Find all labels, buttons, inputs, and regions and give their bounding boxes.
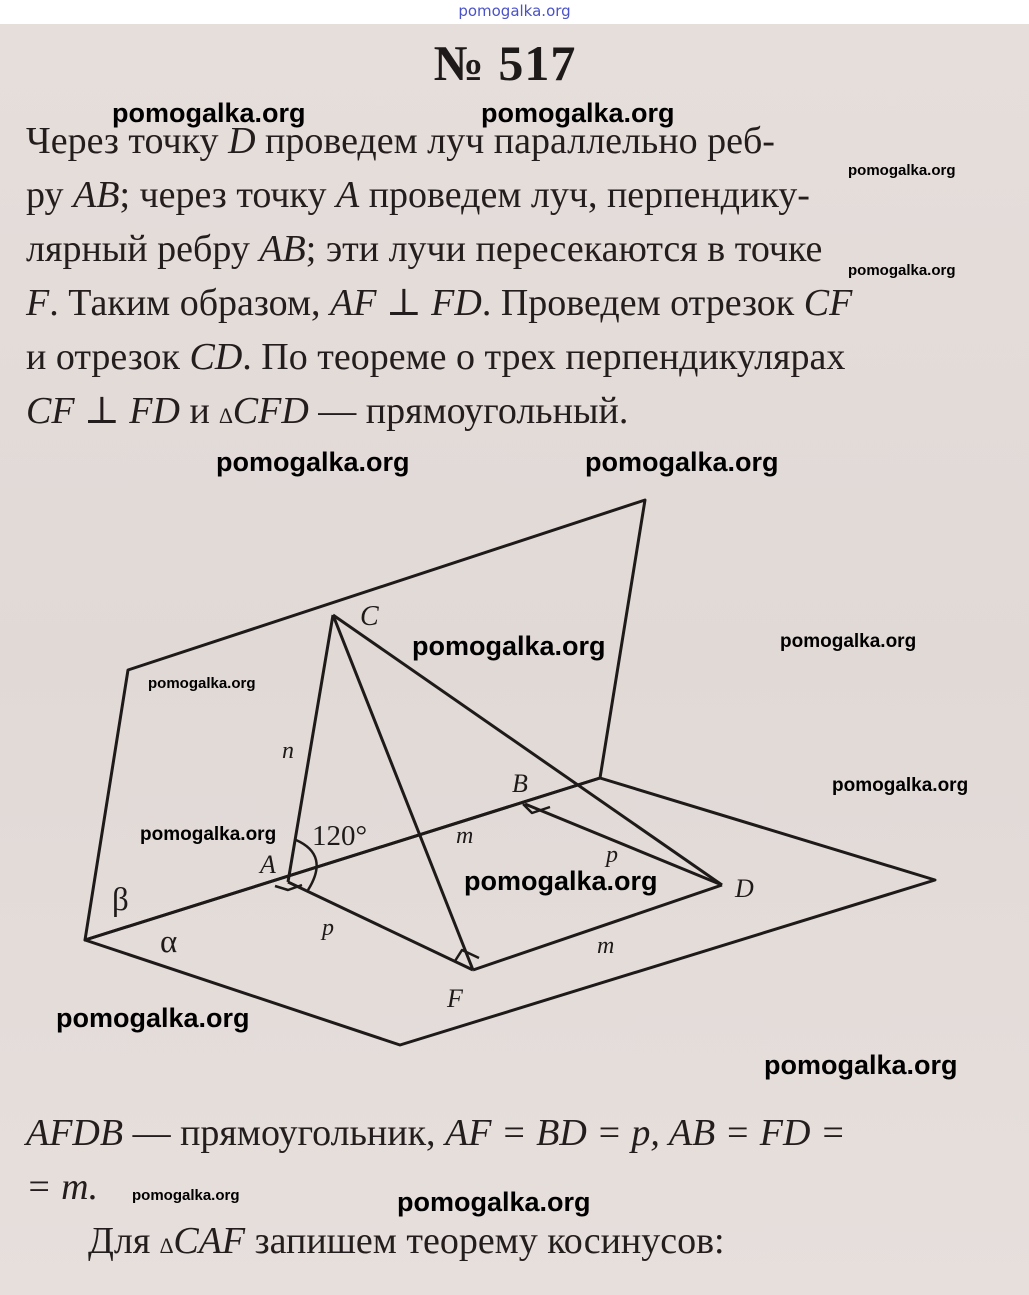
right-angle-a [275, 885, 302, 890]
label-alpha: α [160, 924, 178, 960]
watermark: pomogalka.org [481, 98, 675, 128]
label-m-ab: m [456, 823, 474, 849]
label-c: C [360, 601, 379, 632]
watermark: pomogalka.org [112, 98, 306, 128]
label-p-af: p [322, 915, 334, 941]
label-m-fd: m [597, 933, 615, 959]
label-b: B [512, 769, 528, 798]
watermark: pomogalka.org [832, 775, 969, 796]
watermark: pomogalka.org [412, 631, 606, 661]
watermark: pomogalka.org [848, 162, 956, 179]
segment-af [288, 882, 473, 970]
site-link[interactable]: pomogalka.org [0, 0, 1029, 24]
watermark: pomogalka.org [216, 447, 410, 477]
label-beta: β [112, 882, 129, 918]
label-angle: 120° [312, 820, 368, 852]
watermark: pomogalka.org [132, 1187, 240, 1204]
label-d: D [735, 874, 754, 903]
watermark: pomogalka.org [780, 631, 917, 652]
watermark: pomogalka.org [464, 866, 658, 896]
watermark: pomogalka.org [585, 447, 779, 477]
segment-cf [333, 615, 473, 970]
label-p-bd: p [606, 842, 618, 868]
solution-paragraph-2: AFDB — прямоугольник, AF = BD = p, AB = FD = = m. [26, 1112, 846, 1208]
solution-paragraph-1: Через точку D проведем луч параллельно реб- ру AB; через точку A проведем луч, перпендику- лярный ребру AB; эти лучи пересекаются в точке F. Таким образом, AF ⊥ FD. Проведем отрезок CF и отрезок CD. По теореме о трех перпендикулярах CF ⊥ FD и ∆CFD — прямоугольный. [26, 120, 853, 432]
watermark: pomogalka.org [848, 262, 956, 279]
watermark: pomogalka.org [764, 1050, 958, 1080]
watermark: pomogalka.org [148, 675, 256, 692]
watermark: pomogalka.org [397, 1187, 591, 1217]
watermark: pomogalka.org [56, 1003, 250, 1033]
label-n: n [282, 738, 294, 764]
label-f: F [447, 984, 463, 1013]
solution-paragraph-3: Для ∆CAF запишем теорему косинусов: [88, 1220, 725, 1262]
watermark: pomogalka.org [140, 824, 277, 845]
problem-title: № 517 [433, 35, 577, 91]
label-a: A [260, 850, 276, 879]
